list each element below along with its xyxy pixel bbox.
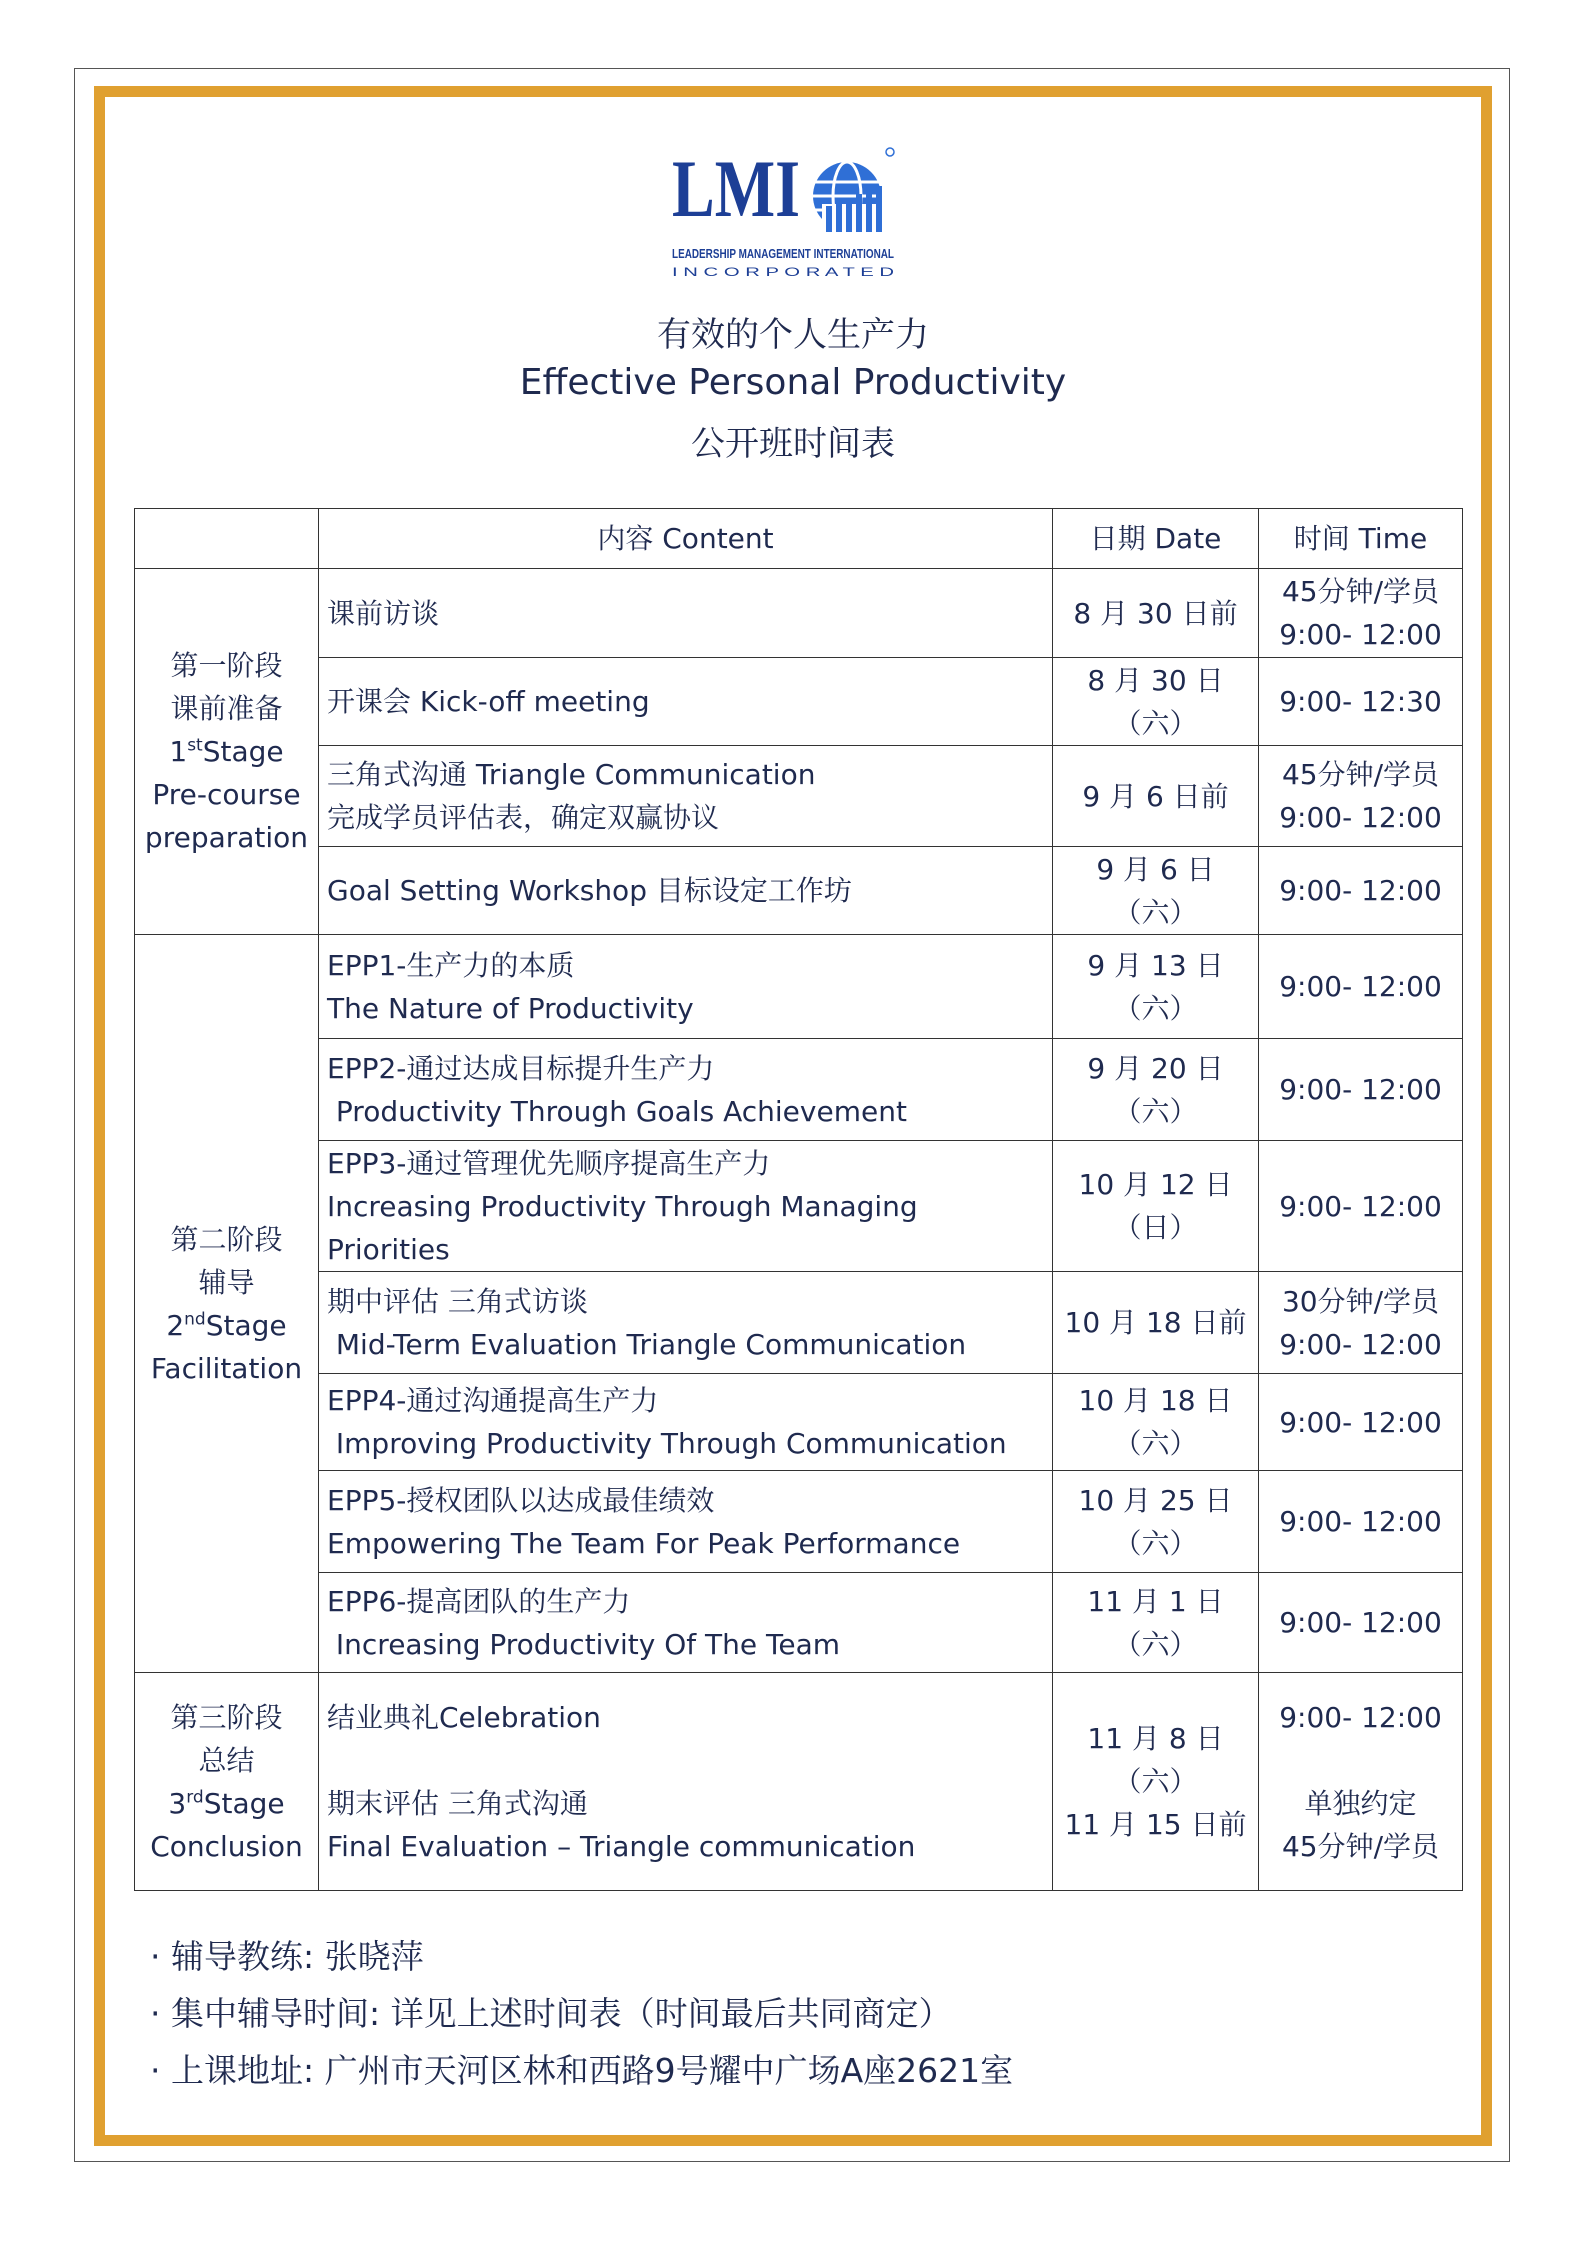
note-address: · 上课地址: 广州市天河区林和西路9号耀中广场A座2621室 (150, 2051, 1014, 2090)
row-time: 9:00- 12:30 (1259, 658, 1463, 746)
row-time: 9:00- 12:00 (1259, 1573, 1463, 1673)
header-row (135, 509, 1463, 569)
globe-icon (813, 148, 894, 232)
row-time: 9:00- 12:00 (1259, 1039, 1463, 1141)
row-content: EPP2-通过达成目标提升生产力 Productivity Through Goals Achievement (319, 1039, 1053, 1141)
row-time: 9:00- 12:00 (1259, 935, 1463, 1039)
schedule-table (134, 508, 1463, 1891)
row-content: 课前访谈 (319, 569, 1053, 658)
row-time: 9:00- 12:00 (1259, 1374, 1463, 1471)
table-row (135, 569, 1463, 658)
logo-text-line1: LEADERSHIP MANAGEMENT INTERNATIONAL (672, 246, 895, 261)
row-date: 11 月 8 日 （六） 11 月 15 日前 (1053, 1673, 1259, 1891)
row-time: 45分钟/学员 9:00- 12:00 (1259, 746, 1463, 847)
row-content: EPP1-生产力的本质 The Nature of Productivity (319, 935, 1053, 1039)
note-coach: · 辅导教练: 张晓萍 (150, 1937, 424, 1976)
row-time: 9:00- 12:00 (1259, 1141, 1463, 1272)
logo-text-line2: I N C O R P O R A T E D (672, 265, 895, 279)
title-cn: 有效的个人生产力 (657, 315, 929, 355)
row-date: 10 月 25 日 （六） (1053, 1471, 1259, 1573)
row-content: 期中评估 三角式访谈 Mid-Term Evaluation Triangle Communication (319, 1272, 1053, 1374)
table-row (135, 1573, 1463, 1673)
title-en: Effective Personal Productivity (519, 362, 1067, 403)
table-row (135, 746, 1463, 847)
table-row (135, 1141, 1463, 1272)
row-date: 9 月 6 日前 (1053, 746, 1259, 847)
row-content: 三角式沟通 Triangle Communication 完成学员评估表，确定双赢协议 (319, 746, 1053, 847)
row-date: 10 月 18 日前 (1053, 1272, 1259, 1374)
row-time: 9:00- 12:00 (1259, 847, 1463, 935)
row-time: 9:00- 12:00 (1259, 1471, 1463, 1573)
subtitle-cn: 公开班时间表 (691, 424, 895, 464)
header-stage (135, 509, 319, 569)
row-date: 10 月 18 日 （六） (1053, 1374, 1259, 1471)
logo-mark: LMI (672, 143, 800, 234)
row-date: 9 月 6 日 （六） (1053, 847, 1259, 935)
row-time: 9:00- 12:00 单独约定 45分钟/学员 (1259, 1673, 1463, 1891)
table-row (135, 658, 1463, 746)
row-date: 10 月 12 日 （日） (1053, 1141, 1259, 1272)
table-row (135, 1471, 1463, 1573)
row-content: EPP3-通过管理优先顺序提高生产力 Increasing Productivity Through Managing Priorities (319, 1141, 1053, 1272)
stage-2-label: 第二阶段 辅导 2ndStage Facilitation (135, 935, 319, 1673)
row-time: 30分钟/学员 9:00- 12:00 (1259, 1272, 1463, 1374)
header-content: 内容 Content (319, 509, 1053, 569)
row-content: EPP5-授权团队以达成最佳绩效 Empowering The Team For Peak Performance (319, 1471, 1053, 1573)
header-time: 时间 Time (1259, 509, 1463, 569)
stage-3-label: 第三阶段 总结 3rdStage Conclusion (135, 1673, 319, 1891)
table-row (135, 1673, 1463, 1891)
notes-list (150, 1928, 1013, 2099)
table-row (135, 1039, 1463, 1141)
row-content: EPP4-通过沟通提高生产力 Improving Productivity Through Communication (319, 1374, 1053, 1471)
row-date: 11 月 1 日 （六） (1053, 1573, 1259, 1673)
header-date: 日期 Date (1053, 509, 1259, 569)
table-row (135, 1272, 1463, 1374)
lmi-logo (672, 143, 902, 286)
stage-1-label: 第一阶段 课前准备 1stStage Pre-course preparation (135, 569, 319, 935)
row-content: 结业典礼Celebration 期末评估 三角式沟通 Final Evaluation – Triangle communication (319, 1673, 1053, 1891)
note-schedule: · 集中辅导时间: 详见上述时间表（时间最后共同商定） (150, 1994, 952, 2033)
row-date: 9 月 20 日 （六） (1053, 1039, 1259, 1141)
row-content: EPP6-提高团队的生产力 Increasing Productivity Of The Team (319, 1573, 1053, 1673)
table-row (135, 935, 1463, 1039)
row-date: 8 月 30 日 （六） (1053, 658, 1259, 746)
table-row (135, 847, 1463, 935)
table-row (135, 1374, 1463, 1471)
row-content: Goal Setting Workshop 目标设定工作坊 (319, 847, 1053, 935)
row-time: 45分钟/学员 9:00- 12:00 (1259, 569, 1463, 658)
row-content: 开课会 Kick-off meeting (319, 658, 1053, 746)
row-date: 9 月 13 日 （六） (1053, 935, 1259, 1039)
row-date: 8 月 30 日前 (1053, 569, 1259, 658)
